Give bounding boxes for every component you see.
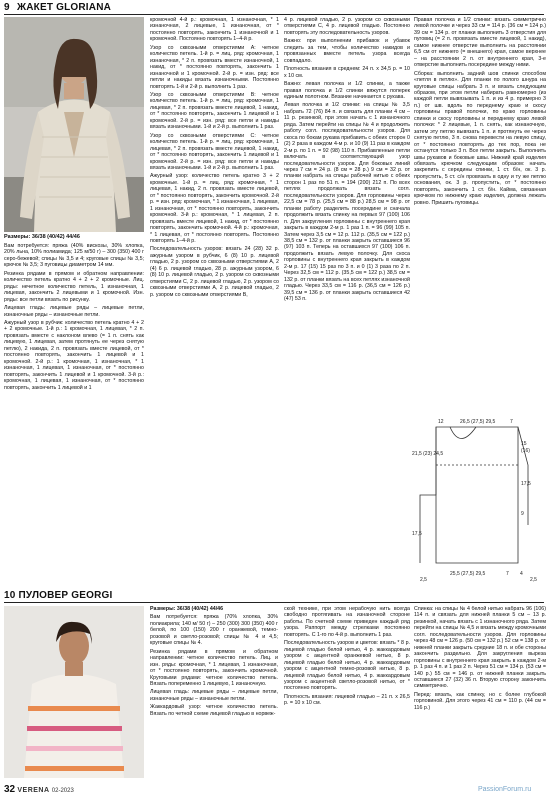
- paragraph: Узор со сквозными отверстиями C: четное количество петель. 1-й р. = лиц. ряд: кромочная, 1 лицевая, * 2 п. провязать вместе лицевой, 1 накид, от * постоянно повторять, закончить 1 лицевой и 1 кромочной. 2-й р. = изн. ряд: все петли и накиды вязать изнаночными. 1-й и 2-й р. выполнить 1 раз.: [150, 132, 279, 171]
- paragraph: Жаккардовый узор: четное количество петель. Вязать по четной схеме лицевой гладью в норвеж-: [150, 704, 278, 717]
- materials: Вам потребуется: пряжа (40% вискозы, 30% хлопка, 20% льна, 10% полиамида; 125 м/50 г) – 300 (350) 400 г серо-бежевой; спицы № 3,5 и 4; круговые спицы № 3,5; крючок № 3,5; 3 пуговицы диаметром 14 мм.: [4, 243, 144, 269]
- paragraph: Правая полочка и 1/2 спинки: вязать симметрично левой полочке и через 33 см = 114 р. (36 см = 124 р.) 39 см = 134 р. от планки выполнить 3 отверстия для пуговиц (= 2 п. провязать вместе лицевой, 1 накид), самое нижнее отверстие выполнить на расстоянии 6,5 см от нижнего (= внешнего) края, самое верхнее – на расстоянии 2 п. от внутреннего края, 3-е отверстие выполнить посередине между ними.: [414, 17, 546, 69]
- schematic-bottom-3: 4: [520, 571, 523, 577]
- model-photo-pullover: [4, 606, 144, 778]
- pattern-name: ЖАКЕТ GLORIANA: [16, 2, 112, 13]
- paragraph: Перед: вязать, как спинку, но с более глубокой горловиной. Для этого через 41 см = 110 р. (44 см = 116 р.): [414, 691, 546, 711]
- paragraph: кромочной 4-й р.: кромочная, 1 изнаночная, * 1 изнаночная, 2 лицевые, 1 изнаночная, от * постоянно повторять, закончить 1 изнаночной и 1 кромочной. Постоянно повторять 1–4-й р.: [150, 17, 279, 43]
- page-footer: [4, 784, 74, 795]
- pattern2-number: 10: [4, 590, 16, 601]
- paragraph: Плотность вязания: лицевой гладью – 21 п. x 26,5 р. = 10 x 10 см.: [284, 693, 410, 707]
- paragraph: Важно: левая полочка и 1/2 спинки, а также правая полочка и 1/2 спинки вяжутся поперек единым полотном. Вязание начинается с рукава.: [284, 81, 410, 100]
- schematic-small-right: 2,5: [530, 577, 537, 583]
- schematic-small-left: 2,5: [420, 577, 427, 583]
- paragraph: Вам потребуется: пряжа (70% хлопка, 30% полиакрила; 140 м/ 50 г) – 250 (300) 300 (350) 400 г белой, по 100 (150) 200 г оранжевой, темно-розовой и светло-розовой; спицы № 4 и 4,5; круговые спицы № 4.: [150, 614, 278, 647]
- lace-rib: Ажурный узор в рубчик: количество петель кратно 4 + 2 + 2 кромочные. 1-й р.: 1 кромочная, 1 лицевая, * 2 п. провязать вместе с наклоном влево (= 1 п. снять как лицевую, 1 лицевая, затем протянуть ее через снятую петлю), 2 накида, 2 п. провязать вместе лицевой, от * постоянно повторять, закончить 1 лицевой и 1 кромочной. 2-й р.: 1 кромочная, 1 изнаночная, * 1 изнаночная, 1 лицевая, 1 изнаночная, от * постоянно повторять, закончить 1 лицевой и 1 кромочной. 3-й р.: кромочная, 1 лицевая, 1 изнаночная, от * постоянно повторять, закончить 1 лицевой и 1: [4, 319, 144, 391]
- paragraph: Левая полочка и 1/2 спинки: на спицы № 3,5 набрать 72 (76) 84 п. и связать для планки 4 см – 11 р. резинкой, при этом начать с 1 изнаночного ряда. Затем перейти на спицы № 4 и продолжить работу согл. последовательности узоров. Для скоса по бокам рукава прибавить с обеих сторон 0 (2) 2 раза в каждом 4-м р. и 10 (9) 11 раз в каждом 2-м р. по 1 п. = 92 (98) 110 п. Прибавленные петли включать в соответствующий узор последовательности узоров. Для боковых линий через 7 см = 24 р. (8 см = 28 р.) 9 см = 32 р. от планки набрать на спицы рабочей нитью с обеих сторон 1 раз по 51 п. = 194 (200) 212 п. По всех петлях продолжать вязать согл. последовательности узоров. Для горловины через 22,5 см = 78 р. (25,5 см = 88 р.) 28,5 см = 98 р. от планки работу разделить посередине и сначала продолжить вязать спинку на первых 97 (100) 106 п. Для закругления горловины с внутреннего края закрыть в каждом 2-м р. 1 раз 1 п. = 96 (99) 105 п. Затем через 3,5 см = 12 р. 112 р. (35,5 см = 122 р.) 38,5 см = 132 р. от планки закрыть оставшиеся 96 (97) 103 п. Теперь на оставшихся 97 (100) 106 п. продолжить вязать левую полочку. Для скоса горловины с внутреннего края закрыть в каждом 2-м р. 17 (15) 15 раз по 3 п. и 0 (1) 3 раза по 2 п. Через 32,5 см = 112 р. (35,5 см = 122 р.) 38,5 см = 132 р. от планки вязать на всех петлях изнаночной гладью. Через 33,5 см = 116 р. (36,5 см = 126 р.) 39,5 см = 136 р. от планки закрыть оставшиеся 42 (47) 53 п.: [284, 102, 410, 303]
- schematic-top-2: 26,5 (27,5) 29,5: [460, 419, 496, 425]
- watermark-site: PassionForum.ru: [478, 786, 532, 793]
- model-photo-jacket: [4, 17, 144, 232]
- paragraph: Последовательность узоров и цветов: вязать * 8 р. лицевой гладью белой нитью, 4 р. жаккардовым узором с акцентной оранжевой нитью, 8 р. лицевой гладью белой нитью, 4 р. жаккардовым узором с акцентной темно-розовой нитью, 8 р. лицевой гладью белой нитью, 4 р. жаккардовым узором с акцентной светло-розовой нитью, от * постоянно повторять.: [284, 640, 410, 692]
- pattern1-column-2: [150, 17, 279, 582]
- pattern2-sizes: Размеры: 36/38 (40/42) 44/46: [150, 606, 224, 612]
- pattern1-column-3: [284, 17, 410, 582]
- schematic-right-c: 17,5: [521, 481, 531, 487]
- pattern1-column-1: [4, 243, 144, 581]
- paragraph: Плотность вязания в среднем: 24 п. x 34,5 р. = 10 x 10 см.: [284, 66, 410, 79]
- paragraph: Лицевая гладь: лицевые ряды – лицевые петли, изнаночные ряды – изнаночные петли.: [150, 689, 278, 702]
- paragraph: Ажурный узор: количество петель кратно 3 + 2 кромочные. 1-й р. = лиц. ряд: кромочная, * 1 лицевая, 1 накид, 2 п. провязать вместе лицевой, от * постоянно повторять, закончить кромочной. 2-й р. = изн. ряд: кромочная, * 1 изнаночная, 1 лицевая, 1 изнаночная, от * постоянно повторять, закончить кромочной. 3-й р.: кромочная, * 1 лицевая, 2 п. провязать вместе лицевой, 1 накид, от * постоянно повторять, закончить кромочной. 4-й р.: кромочная, * 1 лицевая, от * постоянно повторять. Постоянно повторять 1–4-й р.: [150, 173, 279, 244]
- issue-number: 02-2023: [51, 788, 74, 794]
- pattern-title: [4, 2, 111, 13]
- paragraph: Важно: при выполнении прибавок и убавок следить за тем, чтобы количество накидов и провязанных вместе петель узора всегда совпадало.: [284, 38, 410, 64]
- sizes-label: Размеры: 36/38 (40/42) 44/46: [4, 234, 80, 240]
- schematic-right-d: 9: [521, 511, 524, 517]
- pattern2-column-1: [150, 606, 278, 778]
- title-rule: [4, 14, 544, 15]
- paragraph: 4 р. лицевой гладью, 2 р. узором со сквозными отверстиями C, 4 р. лицевой гладью. Постоянно повторять эту последовательность узоров.: [284, 17, 410, 36]
- pattern2-column-2: [284, 606, 410, 778]
- pattern2-name: ПУЛОВЕР GEORGI: [18, 590, 113, 601]
- stockinette: Лицевая гладь: лицевые ряды – лицевые петли, изнаночные ряды – изнаночные петли.: [4, 305, 144, 318]
- pattern1-column-4: [414, 17, 546, 402]
- schematic-bottom-2: 7: [506, 571, 509, 577]
- jacket-schematic: [410, 405, 548, 585]
- pattern2-title: [4, 590, 112, 601]
- pattern2-column-3: [414, 606, 546, 778]
- paragraph: Резинка рядами в прямом и обратном направлении: четное количество петель. Лиц. и изн. ряды: кромочная, * 1 лицевая, 1 изнаночная, от * постоянно повторять, закончить кромочной. Круговыми рядами: четное количество петель. Вязать попеременно 1 лицевую, 1 изнаночную.: [150, 648, 278, 687]
- schematic-top-1: 12: [438, 419, 444, 425]
- paragraph: Сборка: выполнить задний шов спинки способом «петля в петлю». Для планки по полого шнура на круговые спицы набрать 3 п. и вязать следующим образом, при этом петли набирать равномерно (из каждой петли вывязывать 1 п. и из 4 р. примерно 3 п.) от шв. вдоль по переднему краю и скосу горловины правой полочки, по краю горловины спинки и скосу горловины и переднему краю левой полочки: * 2 лицевые, 1 п. снять, как изнаночную, затем эту петлю вывязать 1 п. и протянуть ее через снятую петлю, 3 п. снова перевести на левую спицу, от * постоянно повторять до тех пор, пока не останутся только 3 п. Все петли закрыть. Выполнить швы рукавов и боковые швы. Нижний край изделия обвязать крючком следующим образом: начать закрепить с середины спинки, 1 ст. б/н, ок. 3 р. пропустить, 5 ст. с/н провязать в одну и ту же петлю основания, ок. 3 р. пропустить, от * постоянно повторять, закончить 1 ст. б/н. Кайма, связанная крючком по нижнему краю изделия, должна лежать ровно. Пришить пуговицы.: [414, 70, 546, 206]
- schematic-bottom-1: 25,5 (27,5) 29,5: [450, 571, 486, 577]
- schematic-top-3: 7: [510, 419, 513, 425]
- page-number: 32: [4, 784, 16, 795]
- schematic-right-b: (16): [521, 448, 530, 454]
- pattern-number: 9: [4, 2, 10, 13]
- magazine-name: VERENA: [17, 787, 50, 794]
- schematic-left-top: 21,5 (23) 24,5: [412, 451, 444, 457]
- schematic-left-bottom: 17,5: [412, 531, 422, 537]
- paragraph: Узор со сквозными отверстиями B: четное количество петель. 1-й р. = лиц. ряд: кромочная, 1 лицевая, * 2 п. провязать вместе лицевой, 1 накид, от * постоянно повторять, закончить 1 лицевой и 1 кромочной. 2-й р. = изн. ряд: все петли и накиды вязать изнаночными. 1-й и 2-й р. выполнить 1 раз.: [150, 91, 279, 131]
- title-rule-2: [4, 602, 544, 603]
- paragraph: Последовательность узоров: вязать 24 (28) 32 р. ажурным узором в рубчик, 6 (8) 10 р. лицевой гладью, 2 р. узором со сквозными отверстиями A, 2 (4) 6 р. лицевой гладью, 28 р. ажурным узором, 6 (8) 10 р. лицевой гладью, 2 р. узором со сквозными отверстиями C, 2 р. лицевой гладью, 2 р. узором со сквозными отверстиями A, 2 р. лицевой гладью, 2 р. узором со сквозными отверстиями B,: [150, 246, 279, 298]
- schematic-right-a: 15: [521, 441, 527, 447]
- rib-stitch: Резинка рядами в прямом и обратном направлении: количество петель кратно 4 + 2 + 2 кромочные. Лиц. ряды: нечетное количество петель, 1 изнаночная, 1 лицевая, закончить 2 лицевыми и 1 кромочной. Изн. ряды: все петли вязать по рисунку.: [4, 270, 144, 303]
- paragraph: Узор со сквозными отверстиями А: четное количество петель. 1-й р. = лиц. ряд: кромочная, 1 изнаночная, * 2 п. провязать вместе изнаночной, 1 накид, от * постоянно повторять, закончить 1 изнаночной и 1 кромочной. 2-й р. = изн. ряд: все петли и накиды вязать изнаночными. Постоянно повторять 1-й и 2-й р. выполнить 1 раз.: [150, 44, 279, 90]
- paragraph: Спинка: на спицы № 4 белой нитью набрать 96 (106) 114 п. и связать для нижней планки 5 см – 13 р. резинкой, начать вязать с 1 изнаночного ряда. Затем перейти на спицы № 4,5 и вязать между кромочными согл. последовательности узоров. Для горловины через 48 см = 126 р. (50 см = 132 р.) 52 см = 138 р. от нижней планки закрыть средние 18 п. и обе стороны закончить раздельно. Для закругления выреза горловины с внутреннего края закрыть в каждом 2-м р. 1 раз 4 п. и 1 раз 2 п. Через 51 см = 134 р. (53 см = 140 р.) 55 см = 146 р. от нижней планки закрыть оставшиеся 27 (32) 36 п. Вторую сторону закончить симметрично.: [414, 606, 546, 690]
- paragraph: ской технике, при этом нерабочую нить всегда свободно протягивать на изнаночной стороне работы. По счетной схеме приведен каждый ряд узора. Раппорт между стрелками постоянно повторять. С 1-го по 4-й р. выполнить 1 раз.: [284, 606, 410, 638]
